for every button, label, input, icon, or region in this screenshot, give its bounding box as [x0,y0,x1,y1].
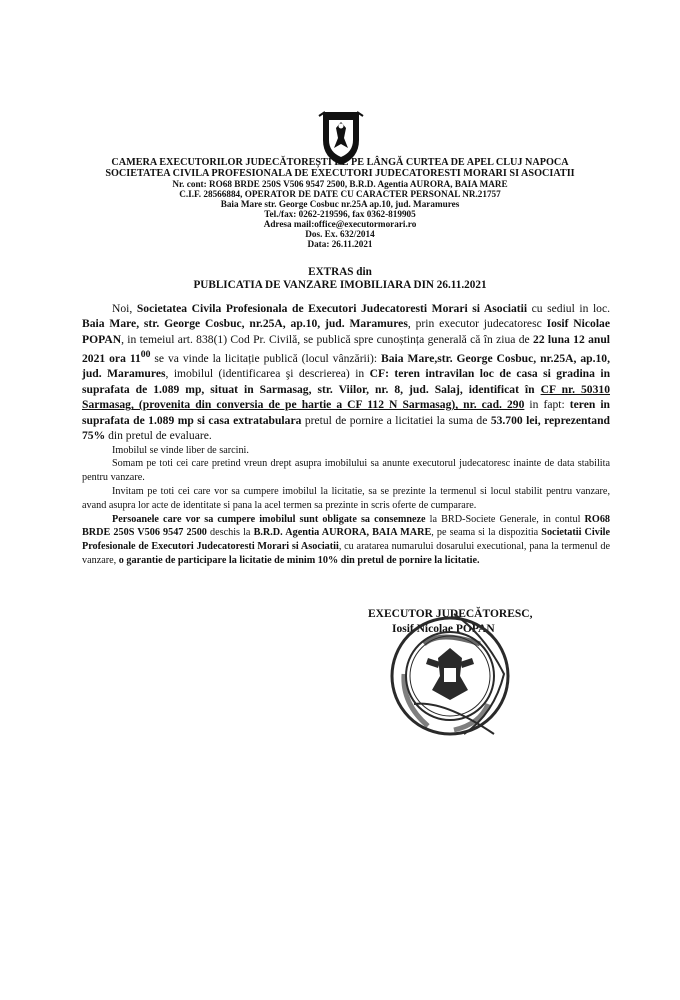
document-header [60,157,620,249]
document-body [82,301,610,568]
property-description: CF: teren intravilan loc de casa si gradina in suprafata de 1.089 mp, situat in Sarmasag, str. Viilor, nr. 8, jud. Salaj, identificat în [82,367,611,396]
header-email: Adresa mail:office@executormorari.ro [263,219,417,229]
header-file-number: Dos. Ex. 632/2014 [305,229,375,239]
text: cu sediul in loc. [527,302,611,315]
signature-title: EXECUTOR JUDECĂTORESC, [368,608,533,620]
paragraph-no-encumbrances: Imobilul se vinde liber de sarcini. [112,444,249,456]
header-account: Nr. cont: RO68 BRDE 250S V506 9547 2500, B.R.D. Agentia AURORA, BAIA MARE [172,179,508,189]
bank-branch: B.R.D. Agentia AURORA, BAIA MARE [253,527,432,539]
beneficiary: Societatii Civile Profesionale de Executori Judecatoresti Morari si Asociatii [82,527,611,553]
header-address: Baia Mare str. George Cosbuc nr.25A ap.10, jud. Maramures [220,199,460,209]
text: Noi, [112,302,137,315]
text: se va vinde la licitație publică (locul vânzării): [150,352,382,366]
official-stamp-icon [384,604,524,744]
header-cif: C.I.F. 28566884, OPERATOR DE DATE CU CARACTER PERSONAL NR.21757 [179,189,501,199]
text: din pretul de evaluare. [105,429,212,443]
signature-name: Iosif Nicolae POPAN [392,623,495,635]
paragraph-guarantee [82,513,610,568]
text: deschis la [206,527,254,539]
text: la BRD-Societe Generale, in contul [425,513,585,525]
sale-hour-minutes: 00 [140,349,151,361]
property-actual: teren in suprafata de 1.089 mp si casa extratabulara [82,398,610,427]
text: , prin executor judecatoresc [407,317,547,331]
land-registry-reference: CF nr. 50310 Sarmasag, (provenita din conversia de pe hartie a CF 112 N Sarmasag), nr. cad. 290 [82,382,610,412]
header-chamber: CAMERA EXECUTORILOR JUDECĂTOREȘTI DE PE LÂNGĂ CURTEA DE APEL CLUJ NAPOCA [111,157,569,168]
title-line-2: PUBLICATIA DE VANZARE IMOBILIARA DIN 26.11.2021 [193,279,487,291]
sale-date-text: 22 luna 12 anul 2021 ora 11 [82,332,611,366]
header-phone: Tel./fax: 0262-219596, fax 0362-819905 [264,209,416,219]
executor-name: Iosif Nicolae POPAN [82,317,610,346]
text: in fapt: [524,398,570,412]
company-address: Baia Mare, str. George Cosbuc, nr.25A, ap.10, jud. Maramures [82,317,408,331]
title-line-1: EXTRAS din [308,266,372,278]
starting-price: 53.700 lei, reprezentand 75% [82,413,610,443]
text: , in temeiul art. 838(1) Cod Pr. Civilă, se publică spre cunoștința generală că în ziua de [121,332,534,346]
text: pretul de pornire a licitatiei la suma de [301,413,491,427]
guarantee-amount: o garantie de participare la licitatie de minim 10% din pretul de pornire la licitatie. [118,554,480,566]
company-name: Societatea Civila Profesionala de Executori Judecatoresti Morari si Asociatii [136,302,528,315]
paragraph-invitation: Invitam pe toti cei care vor sa cumpere imobilul la licitatie, sa se prezinte la termenul si locul stabilit pentru vanzare, avand asupra lor acte de identitate si pana la acel termen sa prezinte in scris oferte de cumparare. [82,485,610,511]
sale-location: Baia Mare,str. George Cosbuc, nr.25A, ap.10, jud. Maramures [82,352,610,381]
text: , pe seama si la dispozitia [431,527,542,539]
text: , cu aratarea numarului dosarului executional, pana la termenul de vanzare, [82,541,610,566]
paragraph-sale-notice [82,301,610,444]
text-bold: Persoanele care vor sa cumpere imobilul sunt obligate sa consemneze [112,513,426,525]
document-title [60,266,620,292]
text: , imobilul (identificarea şi descrierea) in [165,367,370,381]
bank-account: RO68 BRDE 250S V506 9547 2500 [82,513,610,539]
paragraph-summons: Somam pe toti cei care pretind vreun drept asupra imobilului sa anunte executorul judecatoresc inainte de data stabilita pentru vanzare. [82,458,610,484]
header-date: Data: 26.11.2021 [307,239,373,249]
header-company: SOCIETATEA CIVILA PROFESIONALA DE EXECUTORI JUDECATORESTI MORARI SI ASOCIATII [105,168,575,179]
